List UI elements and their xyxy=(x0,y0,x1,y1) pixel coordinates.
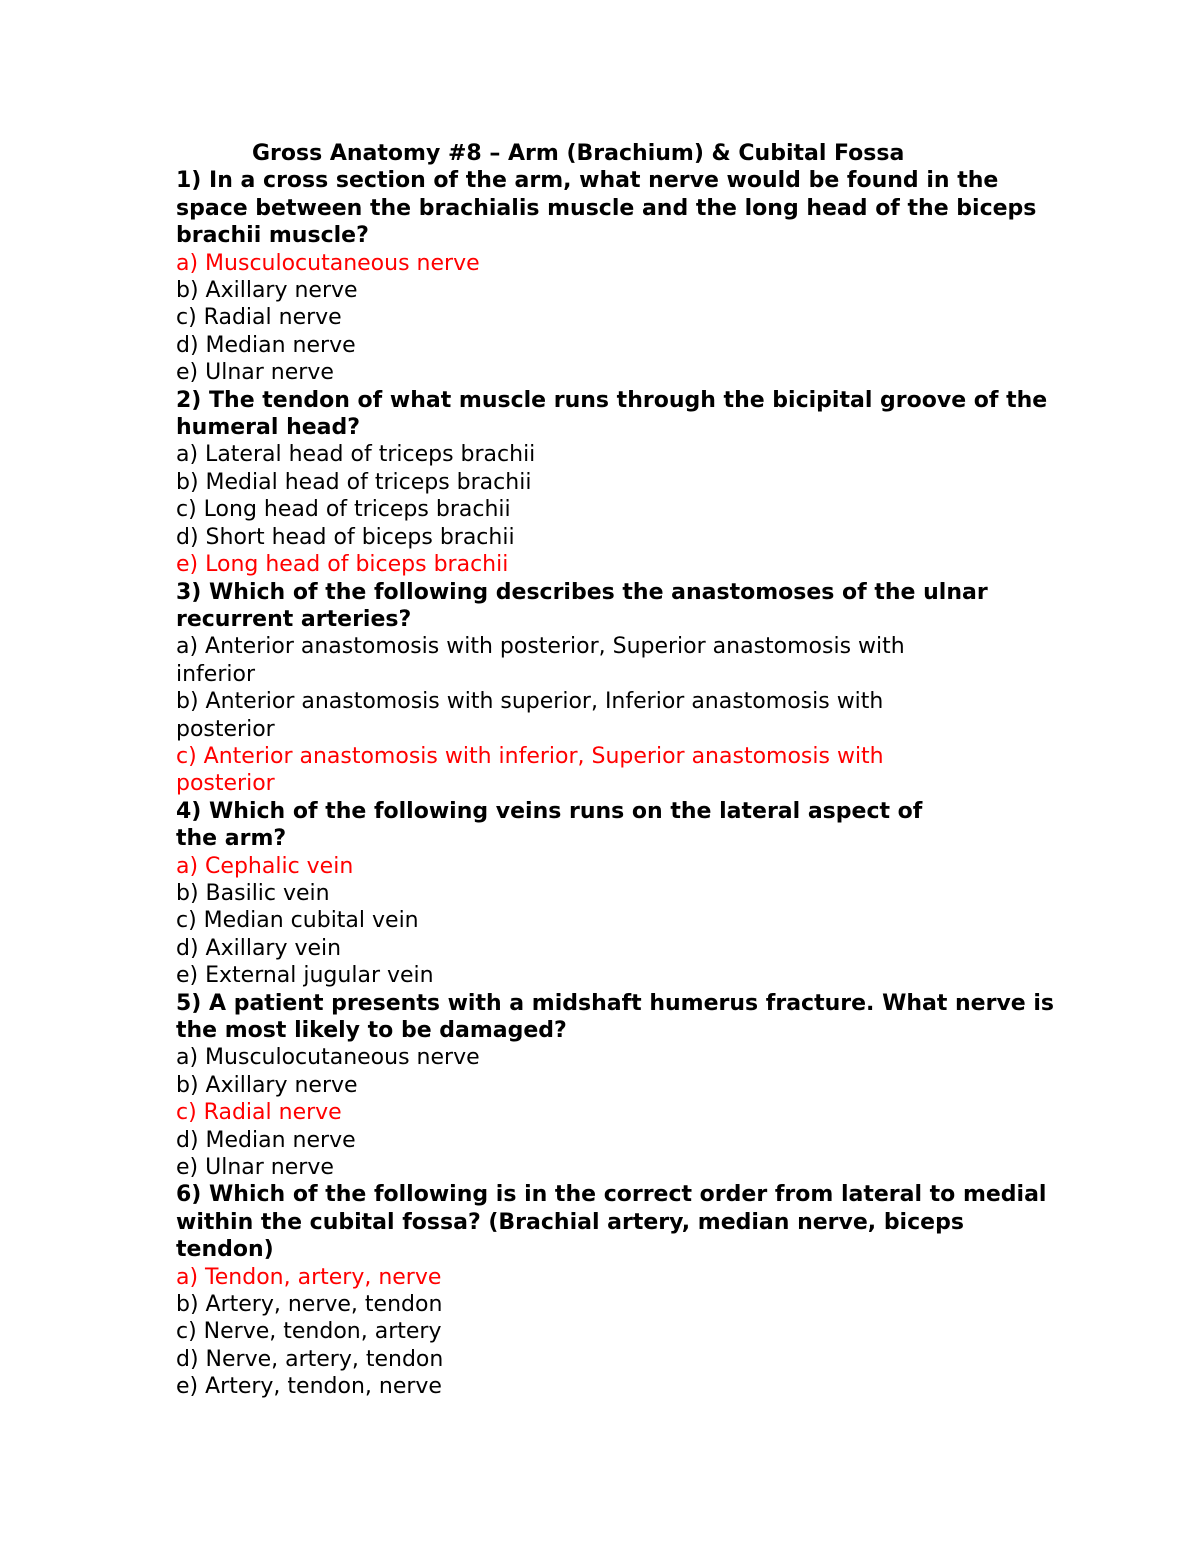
document-page xyxy=(176,140,1136,1401)
document-title: Gross Anatomy #8 – Arm (Brachium) & Cubital Fossa xyxy=(252,141,905,166)
answer-option xyxy=(176,688,1136,743)
answer-option xyxy=(176,469,1136,496)
answer-option xyxy=(176,907,1136,934)
answer-option-text: b) Axillary nerve xyxy=(176,1072,358,1098)
answer-option-text: inferior xyxy=(176,661,255,687)
answer-option-text: e) Ulnar nerve xyxy=(176,1155,334,1181)
question-text: the most likely to be damaged? xyxy=(176,1018,567,1043)
answer-option-text: d) Nerve, artery, tendon xyxy=(176,1346,444,1372)
answer-option xyxy=(176,1154,1136,1181)
answer-option-text: posterior xyxy=(176,771,275,797)
answer-option xyxy=(176,633,1136,688)
answer-option-text: e) Long head of biceps brachii xyxy=(176,552,509,578)
answer-option-text: c) Nerve, tendon, artery xyxy=(176,1319,442,1345)
answer-option-text: d) Axillary vein xyxy=(176,935,342,961)
question-block xyxy=(176,798,1136,990)
answer-option-text: b) Anterior anastomosis with superior, Inferior anastomosis with xyxy=(176,689,884,715)
question-block xyxy=(176,1181,1136,1400)
question-text: 3) Which of the following describes the anastomoses of the ulnar xyxy=(176,579,988,605)
answer-option xyxy=(176,496,1136,523)
answer-option xyxy=(176,524,1136,551)
answer-option-text: a) Musculocutaneous nerve xyxy=(176,250,480,276)
question-text: 5) A patient presents with a midshaft humerus fracture. What nerve is xyxy=(176,990,1055,1016)
answer-option-correct xyxy=(176,250,1136,277)
answer-option xyxy=(176,880,1136,907)
question-block xyxy=(176,579,1136,798)
question-text: within the cubital fossa? (Brachial artery, median nerve, biceps xyxy=(176,1209,964,1235)
answer-option xyxy=(176,304,1136,331)
answer-option xyxy=(176,1127,1136,1154)
question-list xyxy=(176,167,1136,1400)
answer-option-text: posterior xyxy=(176,716,275,742)
answer-option-correct xyxy=(176,551,1136,578)
answer-option-text: a) Anterior anastomosis with posterior, Superior anastomosis with xyxy=(176,634,905,660)
answer-option-text: a) Lateral head of triceps brachii xyxy=(176,442,536,468)
answer-option xyxy=(176,277,1136,304)
answer-option-text: c) Long head of triceps brachii xyxy=(176,497,511,523)
answer-option xyxy=(176,1346,1136,1373)
answer-option xyxy=(176,1072,1136,1099)
answer-option-text: c) Anterior anastomosis with inferior, Superior anastomosis with xyxy=(176,743,884,769)
answer-option xyxy=(176,1044,1136,1071)
answer-option-text: e) External jugular vein xyxy=(176,963,434,989)
answer-option xyxy=(176,441,1136,468)
answer-option-correct xyxy=(176,1264,1136,1291)
answer-option-text: d) Median nerve xyxy=(176,1127,356,1153)
question-text: humeral head? xyxy=(176,415,361,441)
answer-option xyxy=(176,1373,1136,1400)
question-block xyxy=(176,167,1136,386)
answer-option-text: c) Radial nerve xyxy=(176,1100,342,1126)
question-text: the arm? xyxy=(176,826,287,852)
answer-option xyxy=(176,962,1136,989)
answer-option-correct xyxy=(176,1099,1136,1126)
question-text: 2) The tendon of what muscle runs through the bicipital groove of the xyxy=(176,387,1048,413)
answer-option-text: d) Median nerve xyxy=(176,332,356,358)
answer-option-text: a) Musculocutaneous nerve xyxy=(176,1045,480,1071)
answer-option xyxy=(176,935,1136,962)
question-block xyxy=(176,990,1136,1182)
answer-option-correct xyxy=(176,743,1136,798)
answer-option-text: e) Artery, tendon, nerve xyxy=(176,1374,442,1400)
answer-option-correct xyxy=(176,853,1136,880)
answer-option-text: d) Short head of biceps brachii xyxy=(176,524,515,550)
question-block xyxy=(176,387,1136,579)
answer-option-text: c) Median cubital vein xyxy=(176,908,419,934)
question-text: 4) Which of the following veins runs on the lateral aspect of xyxy=(176,798,923,824)
answer-option xyxy=(176,1318,1136,1345)
answer-option-text: a) Tendon, artery, nerve xyxy=(176,1264,442,1290)
answer-option-text: b) Medial head of triceps brachii xyxy=(176,469,532,495)
question-text: recurrent arteries? xyxy=(176,606,412,632)
question-text: 6) Which of the following is in the correct order from lateral to medial xyxy=(176,1182,1047,1208)
answer-option-text: b) Basilic vein xyxy=(176,880,330,906)
answer-option-text: c) Radial nerve xyxy=(176,305,342,331)
question-text: 1) In a cross section of the arm, what nerve would be found in the xyxy=(176,168,999,194)
answer-option xyxy=(176,1291,1136,1318)
answer-option-text: a) Cephalic vein xyxy=(176,853,354,879)
answer-option-text: b) Artery, nerve, tendon xyxy=(176,1292,443,1318)
question-text: tendon) xyxy=(176,1237,274,1263)
question-text: brachii muscle? xyxy=(176,223,369,249)
question-text: space between the brachialis muscle and the long head of the biceps xyxy=(176,195,1037,221)
answer-option-text: e) Ulnar nerve xyxy=(176,360,334,386)
answer-option xyxy=(176,359,1136,386)
answer-option-text: b) Axillary nerve xyxy=(176,278,358,304)
answer-option xyxy=(176,332,1136,359)
